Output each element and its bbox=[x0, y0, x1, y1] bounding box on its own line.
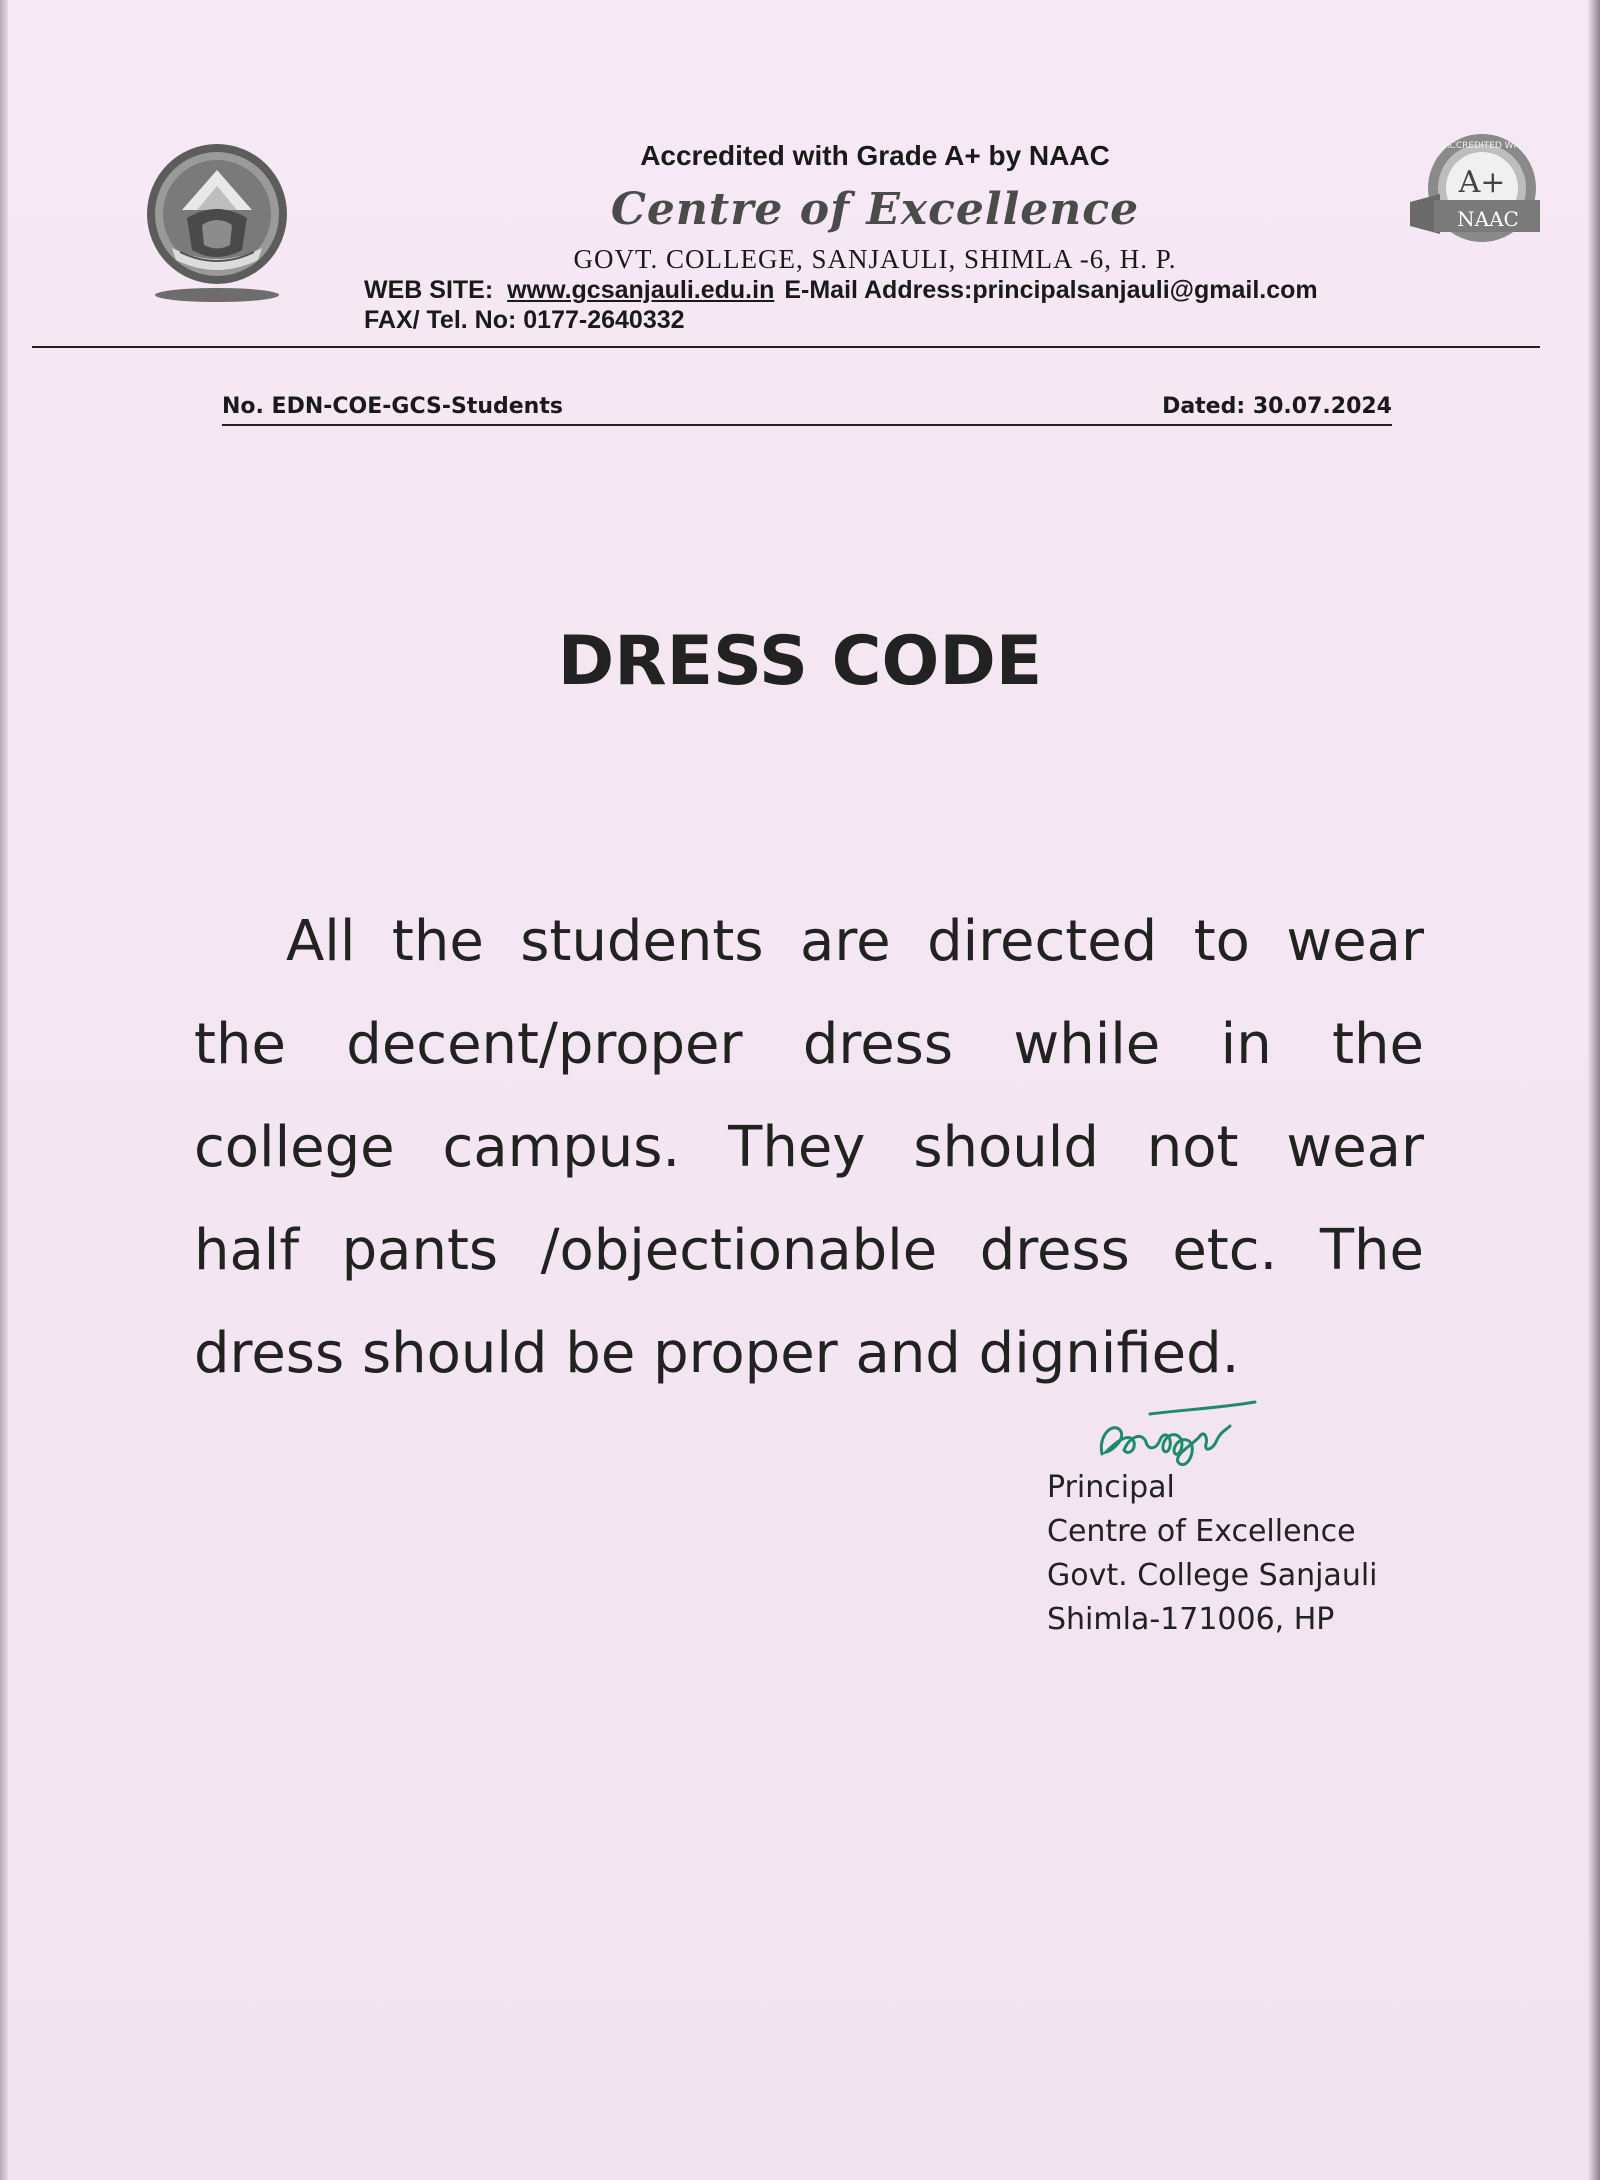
reference-date: Dated: 30.07.2024 bbox=[1162, 394, 1392, 419]
college-emblem-logo bbox=[142, 140, 292, 305]
signatory-address: Shimla-171006, HP bbox=[1047, 1602, 1335, 1637]
notice-line: the decent/proper dress while in the bbox=[194, 1012, 1424, 1077]
notice-line: All the students are directed to wear bbox=[286, 909, 1424, 974]
naac-seal-logo bbox=[1410, 130, 1540, 255]
principal-signature bbox=[1090, 1392, 1260, 1472]
website-link[interactable]: www.gcsanjauli.edu.in bbox=[507, 276, 775, 304]
accreditation-line: Accredited with Grade A+ by NAAC bbox=[640, 140, 1110, 171]
notice-line: half pants /objectionable dress etc. The bbox=[194, 1218, 1424, 1283]
reference-number: No. EDN-COE-GCS-Students bbox=[222, 394, 563, 419]
email-address: E-Mail Address:principalsanjauli@gmail.com bbox=[784, 276, 1318, 304]
signatory-block bbox=[1047, 1466, 1378, 1642]
website-label: WEB SITE: bbox=[364, 276, 494, 304]
naac-label: NAAC bbox=[1457, 207, 1519, 231]
signatory-title: Principal bbox=[1047, 1470, 1175, 1505]
page-edge-right bbox=[1588, 0, 1600, 2180]
centre-of-excellence-heading: Centre of Excellence bbox=[610, 184, 1140, 235]
notice-line: college campus. They should not wear bbox=[194, 1115, 1424, 1180]
naac-ring-text: ACCREDITED WITH bbox=[1443, 141, 1529, 151]
page-edge-left bbox=[0, 0, 8, 2180]
header-divider bbox=[32, 346, 1540, 348]
signatory-college: Govt. College Sanjauli bbox=[1047, 1558, 1378, 1593]
contact-web-line bbox=[364, 276, 1318, 305]
college-address-line: GOVT. COLLEGE, SANJAULI, SHIMLA -6, H. P. bbox=[573, 244, 1177, 274]
notice-line: dress should be proper and dignified. bbox=[194, 1321, 1240, 1386]
notice-body bbox=[194, 890, 1424, 1405]
reference-row bbox=[222, 392, 1392, 426]
notice-title: DRESS CODE bbox=[557, 622, 1043, 701]
naac-grade-label: A+ bbox=[1458, 165, 1506, 200]
signatory-org: Centre of Excellence bbox=[1047, 1514, 1356, 1549]
fax-tel-line: FAX/ Tel. No: 0177-2640332 bbox=[364, 306, 685, 334]
